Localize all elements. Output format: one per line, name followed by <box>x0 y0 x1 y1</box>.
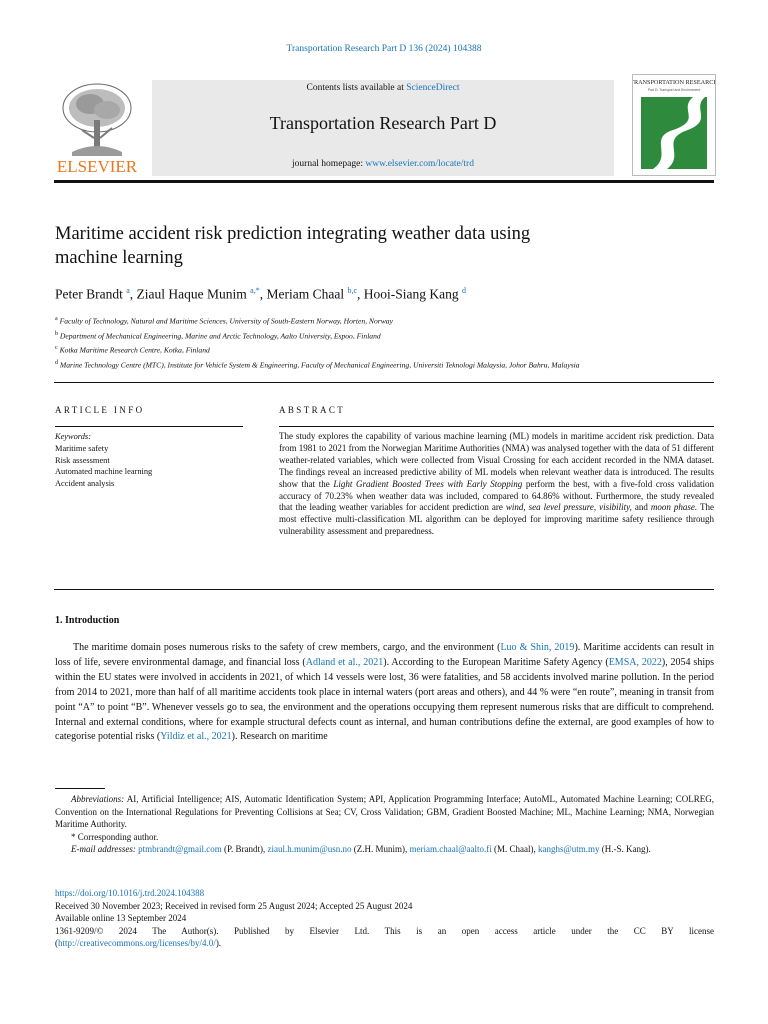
cover-title: TRANSPORTATION RESEARCH <box>633 79 715 86</box>
citation-link[interactable]: EMSA, 2022 <box>608 656 662 668</box>
citation-link[interactable]: Yildiz et al., 2021 <box>160 731 232 743</box>
paper-title <box>55 222 655 270</box>
journal-homepage-line <box>152 159 614 169</box>
author-name[interactable]: Hooi-Siang Kang <box>363 286 459 302</box>
paper-title-line-2: machine learning <box>55 248 183 268</box>
citation-link[interactable]: Luo & Shin, 2019 <box>500 642 575 653</box>
license-statement: 1361-9209/© 2024 The Author(s). Published by Elsevier Ltd. This is an open access article under the CC BY license <box>55 925 714 936</box>
keywords-block <box>55 431 243 490</box>
journal-title: Transportation Research Part D <box>269 113 497 133</box>
keyword-item: Automated machine learning <box>55 467 153 477</box>
affiliation-item: $^b$ Department of Mechanical Engineering, Marine and Arctic Technology, Aalto University, Espoo, Finland <box>55 330 381 341</box>
affiliation-item: $^d$ Marine Technology Centre (MTC), Institute for Vehicle System & Engineering, Faculty of Mechanical Engineering, Universiti Teknologi Malaysia, Johor Bahru, Malaysia <box>55 360 580 370</box>
abbreviations-footnote: Abbreviations: AI, Artificial Intelligence; AIS, Automatic Identification System; API, Application Programming Interface; AutoML, Automated Machine Learning; COLREG, Convention on the International Regulations for Preventing Collisions at Sea; CV, Cross Validation; GBM, Gradient Boosted Machine; ML, Machine Learning; NMA, Norwegian Maritime Authority. <box>55 794 714 829</box>
journal-cover-icon <box>633 75 715 175</box>
homepage-prefix: journal homepage: <box>292 159 366 169</box>
affiliations <box>55 313 715 372</box>
cover-subtitle: Part D: Transport and Environment <box>647 88 701 92</box>
footnote-rule <box>55 788 105 789</box>
abstract-text: The study explores the capability of various machine learning (ML) models in maritime accident risk prediction. Data from 1981 to 2021 from the Norwegian Maritime Authorities (NMA) was analysed together with the data of 51 different weather-related variables, which were collected from Visual Crossing for each accident recorded in the NMA dataset. The findings reveal an increased predictive ability of ML models when relevant weather data is introduced. The results show that the Light Gradient Boosted Trees with Early Stopping perform the best, with a five-fold cross validation accuracy of 70.23% when weather data was included, compared to 64.86% without. Furthermore, the study revealed that the leading weather variables for accident prediction are wind, sea level pressure, visibility, and moon phase. The most effective multi-classification ML algorithm can be deployed for improving maritime safety resilience through vulnerability assessment and preparedness. <box>279 431 714 537</box>
journal-reference-link[interactable]: Transportation Research Part D 136 (2024) 104388 <box>286 44 482 54</box>
keyword-item: Maritime safety <box>55 443 109 453</box>
affiliation-item: $^a$ Faculty of Technology, Natural and Maritime Sciences, University of South-Eastern Norway, Horten, Norway <box>55 316 393 326</box>
available-online: Available online 13 September 2024 <box>55 913 187 924</box>
email-link[interactable]: ziaul.h.munim@usn.no <box>267 844 352 854</box>
contents-line <box>152 83 614 93</box>
received-dates: Received 30 November 2023; Received in revised form 25 August 2024; Accepted 25 August 2024 <box>55 900 413 911</box>
article-info-rule <box>55 426 243 427</box>
author-affiliation-marker[interactable]: d <box>462 286 467 295</box>
corresponding-footnote: * Corresponding author. <box>71 831 159 842</box>
abstract-bottom-rule <box>54 589 714 590</box>
publication-info: https://doi.org/10.1016/j.trd.2024.104388 Received 30 November 2023; Received in revised form 25 August 2024; Accepted 25 August 2024 Available online 13 September 2024 1361-9209/© 2024 The Author(s). Published by Elsevier Ltd. This is an open access article under the CC BY license (http://creativecommons.org/licenses/by/4.0/). <box>55 888 714 949</box>
email-link[interactable]: ptmbrandt@gmail.com <box>138 844 222 854</box>
introduction-paragraph: The maritime domain poses numerous risks to the safety of crew members, cargo, and the environment (Luo & Shin, 2019). Maritime accidents can result in loss of life, severe environmental damage, and financial loss (Adland et al., 2021). According to the European Maritime Safety Agency (EMSA, 2022), 2054 ships within the EU states were involved in accidents in 2021, of which 14 vessels were lost, 36 were fatalities, and 58 accidents involved marine pollution. In the period from 2014 to 2021, more than half of all maritime accidents took place in internal waters (port areas and others), and 44 % were “en route”, meaning in transit from point “A” to point “B”. Whenever vessels go to sea, the environment and the operations occupying them represent numerous risks that are difficult to comprehend. Internal and external conditions, where for example structural defects count as internal, and human contributions define the external, are good examples of how to categorise potential risks (Yildiz et al., 2021). Research on maritime <box>55 642 714 743</box>
section-rule <box>54 382 714 383</box>
elsevier-logo <box>52 80 142 176</box>
license-link[interactable]: http://creativecommons.org/licenses/by/4.0/ <box>58 938 216 949</box>
header-rule <box>54 180 714 183</box>
author-affiliation-marker[interactable]: a,* <box>250 286 260 295</box>
citation-link[interactable]: Adland et al., 2021 <box>305 656 384 668</box>
article-info-heading: ARTICLE INFO <box>55 405 145 415</box>
author-name[interactable]: Meriam Chaal <box>266 286 345 302</box>
email-link[interactable]: kanghs@utm.my <box>538 844 600 854</box>
author-list: Peter Brandt $^a$, Ziaul Haque Munim $^{a,*}$, Meriam Chaal $^{b,c}$, Hooi-Siang Kang $^d$ <box>55 286 467 302</box>
sciencedirect-link[interactable]: ScienceDirect <box>406 83 460 93</box>
keyword-item: Accident analysis <box>55 479 115 489</box>
author-affiliation-marker[interactable]: b,c <box>347 286 358 295</box>
abstract-rule <box>279 426 714 427</box>
journal-homepage-link[interactable]: www.elsevier.com/locate/trd <box>365 159 474 169</box>
email-footnote: E-mail addresses: ptmbrandt@gmail.com (P. Brandt), ziaul.h.munim@usn.no (Z.H. Munim), meriam.chaal@aalto.fi (M. Chaal), kanghs@utm.my (H.-S. Kang). <box>71 844 651 854</box>
keywords-label: Keywords: <box>55 432 91 441</box>
author-name[interactable]: Ziaul Haque Munim <box>136 286 247 302</box>
keyword-item: Risk assessment <box>55 455 110 465</box>
affiliation-item: $^c$ Kotka Maritime Research Centre, Kotka, Finland <box>55 345 210 355</box>
journal-cover-image[interactable] <box>632 74 716 176</box>
elsevier-wordmark: ELSEVIER <box>56 157 138 176</box>
doi-link[interactable]: https://doi.org/10.1016/j.trd.2024.104388 <box>55 888 205 898</box>
author-affiliation-marker[interactable]: a <box>126 286 130 295</box>
elsevier-tree-icon <box>52 80 142 176</box>
paper-title-line-1: Maritime accident risk prediction integrating weather data using <box>55 224 531 244</box>
email-link[interactable]: meriam.chaal@aalto.fi <box>409 844 492 854</box>
footnotes <box>55 793 714 856</box>
author-name[interactable]: Peter Brandt <box>55 286 123 302</box>
introduction-heading: 1. Introduction <box>55 615 120 626</box>
contents-prefix: Contents lists available at <box>306 83 407 93</box>
abstract-heading: ABSTRACT <box>279 405 346 415</box>
